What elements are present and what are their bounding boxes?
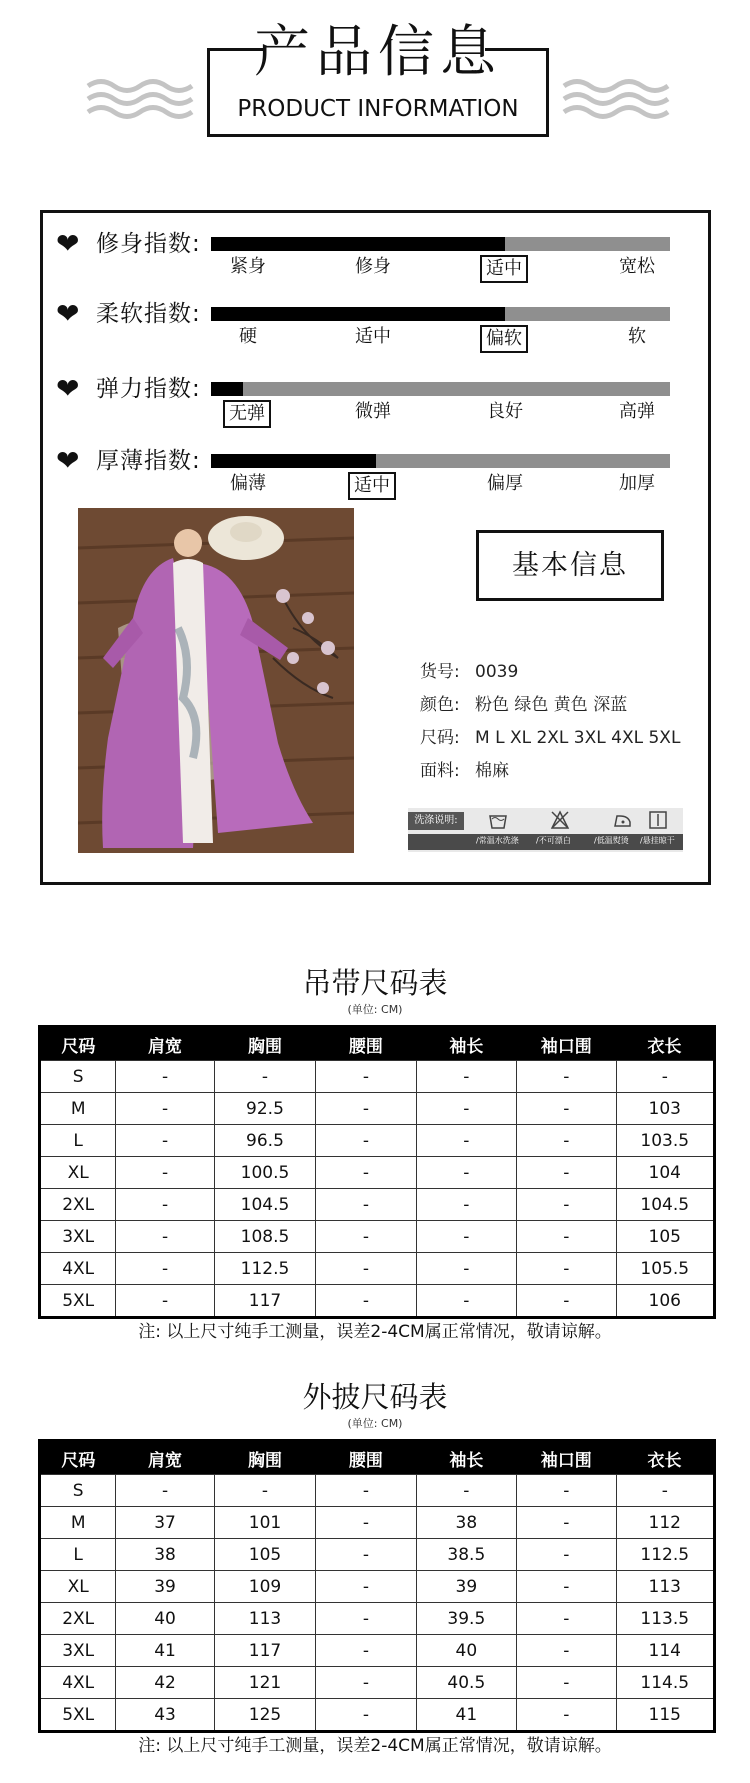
table-cell: - — [416, 1253, 516, 1285]
table-cell: 38 — [416, 1507, 516, 1539]
table-cell: 39 — [116, 1571, 214, 1603]
table-cell: 40 — [416, 1635, 516, 1667]
table-cell: 3XL — [40, 1635, 116, 1667]
basic-info-key: 尺码: — [420, 728, 460, 748]
header-title-en: PRODUCT INFORMATION — [237, 96, 519, 122]
table-cell: 106 — [616, 1285, 714, 1318]
wash-label: /低温熨烫 — [594, 836, 629, 845]
basic-info-key: 货号: — [420, 662, 460, 682]
table-cell: - — [517, 1475, 616, 1507]
table-cell: L — [40, 1539, 116, 1571]
table-cell: - — [416, 1475, 516, 1507]
table-cell: - — [316, 1603, 416, 1635]
table-row — [40, 1221, 715, 1253]
table1-note: 注: 以上尺寸纯手工测量，误差2-4CM属正常情况，敬请谅解。 — [138, 1322, 612, 1342]
hang-dry-icon — [648, 810, 668, 830]
wash-label: /不可漂白 — [536, 836, 571, 845]
table-cell: - — [116, 1061, 214, 1093]
index-bar-fill — [211, 237, 505, 251]
column-header: 肩宽 — [116, 1441, 214, 1475]
table-cell: - — [116, 1157, 214, 1189]
index-tick: 修身 — [355, 256, 391, 277]
size-table-cardigan — [38, 1439, 716, 1733]
table-cell: 112.5 — [616, 1539, 714, 1571]
table-header-row — [40, 1441, 715, 1475]
column-header: 尺码 — [40, 1027, 116, 1061]
table1-unit: (单位: CM) — [347, 1003, 403, 1016]
column-header: 胸围 — [214, 1441, 315, 1475]
table-cell: 41 — [116, 1635, 214, 1667]
index-tick: 良好 — [487, 401, 523, 422]
table-cell: 113.5 — [616, 1603, 714, 1635]
table-cell: - — [116, 1475, 214, 1507]
hand-wash-icon — [488, 810, 508, 830]
table-cell: - — [316, 1635, 416, 1667]
table-cell: - — [416, 1189, 516, 1221]
table-cell: - — [517, 1093, 616, 1125]
index-tick-selected: 适中 — [480, 255, 528, 283]
table-cell: 105 — [214, 1539, 315, 1571]
table-cell: - — [416, 1061, 516, 1093]
index-tick: 软 — [628, 326, 646, 347]
table-cell: 40 — [116, 1603, 214, 1635]
wave-decoration-left — [86, 76, 196, 122]
table-row — [40, 1253, 715, 1285]
table-cell: 43 — [116, 1699, 214, 1732]
table2-unit: (单位: CM) — [347, 1417, 403, 1430]
index-tick: 加厚 — [619, 473, 655, 494]
table-row — [40, 1571, 715, 1603]
index-tick: 宽松 — [619, 256, 655, 277]
table-cell: - — [517, 1189, 616, 1221]
table-cell: 109 — [214, 1571, 315, 1603]
index-tick: 微弹 — [355, 401, 391, 422]
wash-label: /悬挂晾干 — [640, 836, 675, 845]
table-cell: - — [517, 1699, 616, 1732]
table-cell: 4XL — [40, 1253, 116, 1285]
table-cell: M — [40, 1507, 116, 1539]
table2-title: 外披尺码表 — [302, 1380, 448, 1414]
table-cell: - — [517, 1221, 616, 1253]
table-cell: 4XL — [40, 1667, 116, 1699]
table-row — [40, 1699, 715, 1732]
table-cell: - — [517, 1603, 616, 1635]
basic-info-value: M L XL 2XL 3XL 4XL 5XL — [475, 728, 681, 748]
table-cell: 2XL — [40, 1603, 116, 1635]
table-cell: - — [517, 1539, 616, 1571]
table-cell: - — [316, 1539, 416, 1571]
basic-info-title: 基本信息 — [476, 530, 664, 601]
table-row — [40, 1507, 715, 1539]
table-cell: L — [40, 1125, 116, 1157]
basic-info-key: 面料: — [420, 761, 460, 781]
table-cell: 100.5 — [214, 1157, 315, 1189]
table-cell: - — [416, 1221, 516, 1253]
table-cell: - — [416, 1157, 516, 1189]
table-cell: - — [316, 1699, 416, 1732]
wash-title: 洗涤说明: — [408, 812, 464, 830]
size-table-camisole — [38, 1025, 716, 1319]
table-cell: - — [517, 1125, 616, 1157]
column-header: 腰围 — [316, 1027, 416, 1061]
index-tick: 硬 — [239, 326, 257, 347]
table-cell: 113 — [214, 1603, 315, 1635]
basic-info-value: 棉麻 — [475, 761, 509, 781]
index-bar — [211, 454, 670, 468]
table-cell: 103 — [616, 1093, 714, 1125]
column-header: 袖长 — [416, 1441, 516, 1475]
table-cell: XL — [40, 1157, 116, 1189]
table-row — [40, 1093, 715, 1125]
table-cell: 113 — [616, 1571, 714, 1603]
product-photo — [78, 508, 354, 853]
index-tick-selected: 适中 — [348, 472, 396, 500]
table-cell: 101 — [214, 1507, 315, 1539]
table-cell: - — [116, 1221, 214, 1253]
table-cell: - — [517, 1061, 616, 1093]
table-cell: 38 — [116, 1539, 214, 1571]
table-cell: 115 — [616, 1699, 714, 1732]
table-cell: 40.5 — [416, 1667, 516, 1699]
heart-icon: ❤ — [56, 372, 80, 405]
table-cell: 105.5 — [616, 1253, 714, 1285]
table-cell: - — [316, 1157, 416, 1189]
table-cell: M — [40, 1093, 116, 1125]
table-cell: - — [316, 1189, 416, 1221]
index-tick-selected: 偏软 — [480, 325, 528, 353]
table-cell: - — [616, 1475, 714, 1507]
table-cell: 104.5 — [214, 1189, 315, 1221]
table-cell: 92.5 — [214, 1093, 315, 1125]
table-cell: 104 — [616, 1157, 714, 1189]
table-cell: S — [40, 1061, 116, 1093]
index-bar-fill — [211, 307, 505, 321]
table-row — [40, 1061, 715, 1093]
table-cell: - — [616, 1061, 714, 1093]
index-label: 修身指数: — [96, 231, 201, 257]
table-row — [40, 1603, 715, 1635]
table-row — [40, 1189, 715, 1221]
table-cell: - — [316, 1475, 416, 1507]
column-header: 袖口围 — [517, 1441, 616, 1475]
table2-note: 注: 以上尺寸纯手工测量，误差2-4CM属正常情况，敬请谅解。 — [138, 1736, 612, 1756]
table-cell: 125 — [214, 1699, 315, 1732]
basic-info-key: 颜色: — [420, 695, 460, 715]
index-tick: 适中 — [355, 326, 391, 347]
table-cell: 114 — [616, 1635, 714, 1667]
table-cell: - — [116, 1093, 214, 1125]
table-row — [40, 1285, 715, 1318]
table-cell: 38.5 — [416, 1539, 516, 1571]
table-cell: - — [416, 1285, 516, 1318]
table-cell: 104.5 — [616, 1189, 714, 1221]
index-bar — [211, 307, 670, 321]
table-cell: 105 — [616, 1221, 714, 1253]
index-label: 弹力指数: — [96, 376, 201, 402]
table-cell: 42 — [116, 1667, 214, 1699]
table-cell: 39 — [416, 1571, 516, 1603]
table-cell: - — [416, 1093, 516, 1125]
table-cell: - — [316, 1093, 416, 1125]
table-cell: - — [517, 1635, 616, 1667]
low-iron-icon — [612, 810, 632, 830]
table-cell: 103.5 — [616, 1125, 714, 1157]
table1-title: 吊带尺码表 — [302, 966, 448, 1000]
table-cell: - — [416, 1125, 516, 1157]
wash-instructions — [408, 808, 683, 852]
table-row — [40, 1667, 715, 1699]
table-cell: S — [40, 1475, 116, 1507]
table-cell: - — [517, 1285, 616, 1318]
table-row — [40, 1539, 715, 1571]
wash-label: /常温水洗涤 — [476, 836, 519, 845]
table-cell: 114.5 — [616, 1667, 714, 1699]
table-cell: 5XL — [40, 1699, 116, 1732]
table-cell: - — [316, 1221, 416, 1253]
table-cell: - — [517, 1667, 616, 1699]
column-header: 袖口围 — [517, 1027, 616, 1061]
table-cell: 37 — [116, 1507, 214, 1539]
table-cell: 41 — [416, 1699, 516, 1732]
table-cell: - — [517, 1571, 616, 1603]
index-tick: 紧身 — [230, 256, 266, 277]
table-row — [40, 1475, 715, 1507]
index-bar — [211, 237, 670, 251]
table-cell: 5XL — [40, 1285, 116, 1318]
basic-info-value: 粉色 绿色 黄色 深蓝 — [475, 695, 628, 715]
table-cell: 39.5 — [416, 1603, 516, 1635]
table-cell: 2XL — [40, 1189, 116, 1221]
table-cell: - — [116, 1285, 214, 1318]
table-cell: - — [316, 1253, 416, 1285]
index-bar — [211, 382, 670, 396]
table-cell: - — [517, 1507, 616, 1539]
basic-info-value: 0039 — [475, 662, 519, 682]
table-cell: - — [214, 1061, 315, 1093]
index-tick: 高弹 — [619, 401, 655, 422]
table-header-row — [40, 1027, 715, 1061]
table-cell: 121 — [214, 1667, 315, 1699]
table-cell: - — [316, 1507, 416, 1539]
table-cell: XL — [40, 1571, 116, 1603]
table-cell: 3XL — [40, 1221, 116, 1253]
index-tick-selected: 无弹 — [223, 400, 271, 428]
index-tick: 偏薄 — [230, 473, 266, 494]
column-header: 胸围 — [214, 1027, 315, 1061]
table-cell: - — [316, 1125, 416, 1157]
table-cell: 108.5 — [214, 1221, 315, 1253]
wash-label-strip — [408, 834, 683, 850]
heart-icon: ❤ — [56, 297, 80, 330]
table-row — [40, 1635, 715, 1667]
no-bleach-icon — [550, 810, 570, 830]
column-header: 腰围 — [316, 1441, 416, 1475]
header-title-cn: 产品信息 — [254, 20, 502, 85]
table-cell: - — [517, 1157, 616, 1189]
column-header: 衣长 — [616, 1441, 714, 1475]
table-cell: - — [116, 1253, 214, 1285]
index-bar-fill — [211, 454, 376, 468]
table-cell: 117 — [214, 1635, 315, 1667]
table-cell: - — [316, 1285, 416, 1318]
column-header: 衣长 — [616, 1027, 714, 1061]
table-cell: - — [316, 1061, 416, 1093]
table-cell: - — [316, 1667, 416, 1699]
heart-icon: ❤ — [56, 227, 80, 260]
table-cell: - — [116, 1125, 214, 1157]
index-label: 柔软指数: — [96, 301, 201, 327]
column-header: 肩宽 — [116, 1027, 214, 1061]
column-header: 尺码 — [40, 1441, 116, 1475]
index-bar-fill — [211, 382, 243, 396]
table-cell: - — [116, 1189, 214, 1221]
table-cell: - — [517, 1253, 616, 1285]
column-header: 袖长 — [416, 1027, 516, 1061]
table-cell: 96.5 — [214, 1125, 315, 1157]
wave-decoration-right — [562, 76, 672, 122]
table-cell: - — [316, 1571, 416, 1603]
table-cell: 112 — [616, 1507, 714, 1539]
table-row — [40, 1157, 715, 1189]
heart-icon: ❤ — [56, 444, 80, 477]
index-tick: 偏厚 — [487, 473, 523, 494]
index-label: 厚薄指数: — [96, 448, 201, 474]
table-cell: 117 — [214, 1285, 315, 1318]
table-cell: - — [214, 1475, 315, 1507]
table-cell: 112.5 — [214, 1253, 315, 1285]
table-row — [40, 1125, 715, 1157]
